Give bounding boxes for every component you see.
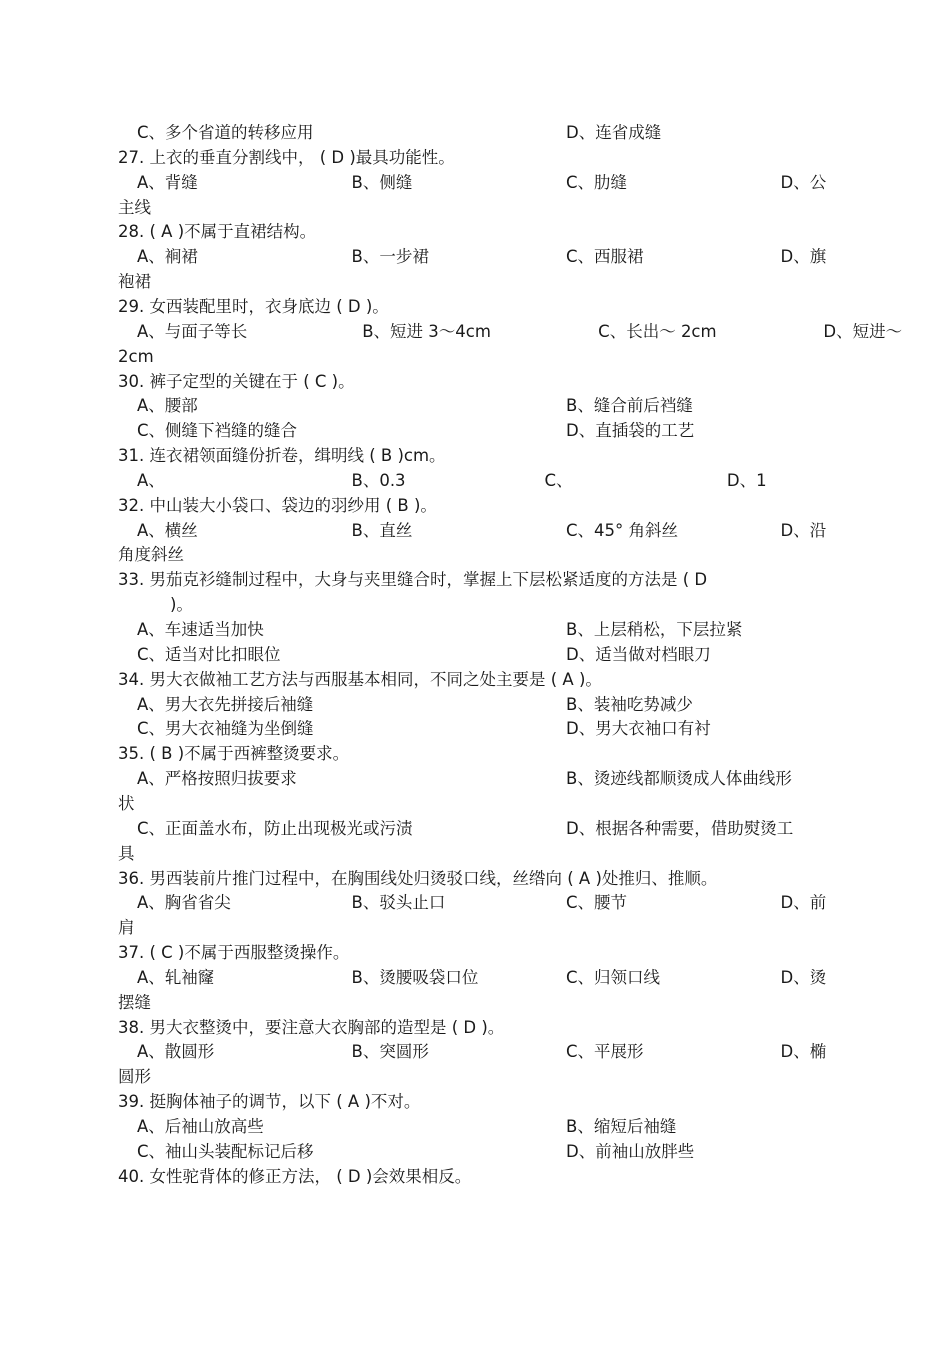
answer-option: D、公: [780, 172, 827, 192]
answer-option: A、腰部: [137, 396, 198, 416]
wrapped-text: 袍裙: [118, 272, 151, 292]
question-text: 38. 男大衣整烫中，要注意大衣胸部的造型是 ( D )。: [118, 1017, 505, 1037]
answer-option: D、前袖山放胖些: [566, 1141, 695, 1161]
question-text: 37. ( C )不属于西服整烫操作。: [118, 943, 350, 963]
answer-option: B、侧缝: [351, 172, 413, 192]
answer-option: B、烫迹线都顺烫成人体曲线形: [566, 769, 792, 789]
answer-option: D、烫: [780, 967, 827, 987]
answer-option: D、短进～: [823, 321, 903, 341]
answer-option: B、0.3: [351, 470, 406, 490]
answer-option: C、肋缝: [566, 172, 628, 192]
answer-option: B、装袖吃势减少: [566, 694, 693, 714]
answer-option: D、1: [726, 470, 767, 490]
answer-option: D、连省成缝: [566, 123, 662, 142]
answer-option: B、突圆形: [351, 1042, 429, 1062]
answer-option: B、缝合前后裆缝: [566, 396, 693, 416]
question-text: 27. 上衣的垂直分割线中， ( D )最具功能性。: [118, 147, 455, 167]
answer-option: A、散圆形: [137, 1042, 215, 1062]
answer-option: C、腰节: [566, 893, 628, 913]
question-text: 32. 中山装大小袋口、袋边的羽纱用 ( B )。: [118, 495, 437, 515]
answer-option: A、后袖山放高些: [137, 1117, 264, 1136]
question-text: 28. ( A )不属于直裙结构。: [118, 222, 317, 242]
answer-option: B、短进 3～4cm: [362, 321, 491, 341]
answer-option: D、适当做对档眼刀: [566, 644, 711, 664]
wrapped-text: 角度斜丝: [118, 545, 184, 565]
answer-option: C、归领口线: [566, 967, 661, 987]
answer-option: A、背缝: [137, 172, 198, 192]
question-text: 29. 女西装配里时，衣身底边 ( D )。: [118, 296, 389, 316]
answer-option: A、严格按照归拔要求: [137, 769, 297, 789]
answer-option: C、: [544, 470, 573, 490]
wrapped-text: )。: [170, 595, 193, 615]
answer-option: A、胸省省尖: [137, 893, 231, 913]
wrapped-text: 主线: [118, 197, 151, 217]
answer-option: D、根据各种需要，借助熨烫工: [566, 818, 794, 838]
answer-option: A、车速适当加快: [137, 620, 264, 639]
answer-option: B、一步裙: [351, 247, 429, 267]
answer-option: D、前: [780, 893, 827, 913]
answer-option: A、男大衣先拼接后袖缝: [137, 694, 314, 714]
answer-option: C、适当对比扣眼位: [137, 644, 281, 664]
answer-option: A、横丝: [137, 520, 198, 540]
answer-option: C、西服裙: [566, 247, 644, 267]
answer-option: A、裥裙: [137, 247, 198, 267]
answer-option: D、男大衣袖口有衬: [566, 719, 711, 739]
wrapped-text: 肩: [118, 918, 135, 938]
answer-option: D、直插袋的工艺: [566, 421, 695, 441]
question-text: 39. 挺胸体袖子的调节，以下 ( A )不对。: [118, 1092, 421, 1112]
wrapped-text: 圆形: [118, 1067, 151, 1087]
answer-option: B、驳头止口: [351, 893, 446, 913]
answer-option: C、45° 角斜丝: [566, 520, 679, 540]
answer-option: A、轧袖窿: [137, 967, 215, 987]
question-text: 40. 女性驼背体的修正方法， ( D )会效果相反。: [118, 1166, 472, 1186]
wrapped-text: 状: [118, 793, 135, 813]
answer-option: B、上层稍松，下层拉紧: [566, 620, 743, 639]
question-text: 31. 连衣裙领面缝份折卷，缉明线 ( B )cm。: [118, 446, 446, 466]
answer-option: C、袖山头装配标记后移: [137, 1141, 314, 1161]
question-text: 34. 男大衣做袖工艺方法与西服基本相同，不同之处主要是 ( A )。: [118, 669, 602, 689]
answer-option: B、缩短后袖缝: [566, 1117, 677, 1136]
answer-option: C、正面盖水布，防止出现极光或污渍: [137, 818, 413, 838]
answer-option: C、男大衣袖缝为坐倒缝: [137, 719, 314, 739]
answer-option: D、椭: [780, 1042, 827, 1062]
wrapped-text: 摆缝: [118, 992, 151, 1012]
answer-option: C、侧缝下裆缝的缝合: [137, 421, 298, 441]
question-text: 35. ( B )不属于西裤整烫要求。: [118, 744, 350, 764]
question-text: 33. 男茄克衫缝制过程中，大身与夹里缝合时，掌握上下层松紧适度的方法是 ( D: [118, 570, 708, 590]
wrapped-text: 2cm: [118, 346, 154, 366]
question-text: 30. 裤子定型的关键在于 ( C )。: [118, 371, 355, 391]
answer-option: B、直丝: [351, 520, 413, 540]
answer-option: D、旗: [780, 247, 827, 267]
answer-option: D、沿: [780, 520, 827, 540]
answer-option: C、多个省道的转移应用: [137, 123, 314, 142]
answer-option: C、平展形: [566, 1042, 644, 1062]
wrapped-text: 具: [118, 843, 135, 863]
question-text: 36. 男西装前片推门过程中，在胸围线处归烫驳口线，丝绺向 ( A )处推归、推顺。: [118, 868, 718, 888]
answer-option: B、烫腰吸袋口位: [351, 967, 479, 987]
answer-option: A、: [137, 470, 165, 490]
answer-option: C、长出～ 2cm: [598, 321, 717, 341]
answer-option: A、与面子等长: [137, 321, 248, 341]
